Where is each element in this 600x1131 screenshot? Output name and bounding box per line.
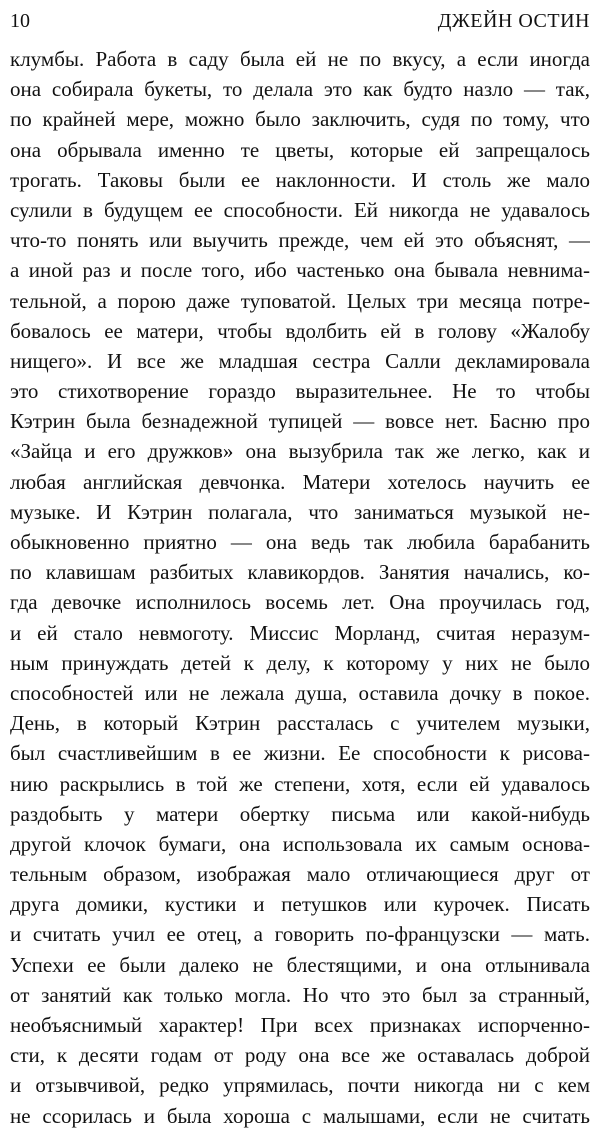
page-number: 10 xyxy=(10,10,30,32)
text-line: гда девочке исполнилось восемь лет. Она проучилась год, xyxy=(10,590,590,615)
text-line: и отзывчивой, редко упрямилась, почти никогда ни с кем xyxy=(10,1073,590,1098)
text-line: нию раскрылись в той же степени, хотя, если ей удавалось xyxy=(10,771,590,796)
text-line: трогать. Таковы были ее наклонности. И столь же мало xyxy=(10,167,590,192)
text-line: способностей или не лежала душа, оставила дочку в покое. xyxy=(10,680,590,705)
text-line: и считать учил ее отец, а говорить по-французски — мать. xyxy=(10,922,590,947)
text-line: клумбы. Работа в саду была ей не по вкусу, а если иногда xyxy=(10,47,590,71)
text-line: Кэтрин была безнадежной тупицей — вовсе нет. Басню про xyxy=(10,409,590,434)
text-line: сулили в будущем ее способности. Ей никогда не удавалось xyxy=(10,197,590,222)
text-line: необъяснимый характер! При всех признаках испорченно- xyxy=(10,1013,590,1037)
page-header xyxy=(10,6,590,36)
text-line: тельной, а порою даже туповатой. Целых три месяца потре- xyxy=(10,288,590,313)
text-line: музыке. И Кэтрин полагала, что заниматься музыкой не- xyxy=(10,499,590,524)
text-line: другой клочок бумаги, она использовала их самым основа- xyxy=(10,831,590,856)
text-line: раздобыть у матери обертку письма или какой-нибудь xyxy=(10,801,590,826)
text-line: что-то понять или выучить прежде, чем ей это объяснят, — xyxy=(10,228,590,253)
text-line: по крайней мере, можно было заключить, судя по тому, что xyxy=(10,107,590,132)
text-line: любая английская девчонка. Матери хотелось научить ее xyxy=(10,469,590,494)
text-line: это стихотворение гораздо выразительнее. Не то чтобы xyxy=(10,379,590,404)
text-line: День, в который Кэтрин рассталась с учителем музыки, xyxy=(10,711,590,736)
book-page xyxy=(10,0,590,1128)
text-line: ным принуждать детей к делу, к которому у них не было xyxy=(10,650,590,675)
body-text xyxy=(10,44,590,1131)
text-line: сти, к десяти годам от роду она все же оставалась доброй xyxy=(10,1043,590,1068)
text-line: был счастливейшим в ее жизни. Ее способности к рисова- xyxy=(10,741,590,766)
text-line: нищего». И все же младшая сестра Салли декламировала xyxy=(10,348,590,373)
text-line: она обрывала именно те цветы, которые ей запрещалось xyxy=(10,137,590,162)
text-line: от занятий как только могла. Но что это был за странный, xyxy=(10,982,590,1007)
text-line: бовалось ее матери, чтобы вдолбить ей в голову «Жалобу xyxy=(10,318,590,343)
text-line: «Зайца и его дружков» она вызубрила так же легко, как и xyxy=(10,439,590,464)
text-line: Успехи ее были далеко не блестящими, и она отлынивала xyxy=(10,952,590,977)
text-line: обыкновенно приятно — она ведь так любила барабанить xyxy=(10,530,590,554)
running-title: ДЖЕЙН ОСТИН xyxy=(437,10,590,32)
text-line: друга домики, кустики и петушков или курочек. Писать xyxy=(10,892,590,917)
text-line: тельным образом, изображая мало отличающиеся друг от xyxy=(10,862,590,887)
text-line: она собирала букеты, то делала это как будто назло — так, xyxy=(10,77,590,102)
text-line: не ссорилась и была хороша с малышами, если не считать xyxy=(10,1103,590,1128)
text-line: а иной раз и после того, ибо частенько она бывала невнима- xyxy=(10,258,590,283)
text-line: и ей стало невмоготу. Миссис Морланд, считая неразум- xyxy=(10,620,590,645)
text-line: по клавишам разбитых клавикордов. Занятия начались, ко- xyxy=(10,560,590,585)
